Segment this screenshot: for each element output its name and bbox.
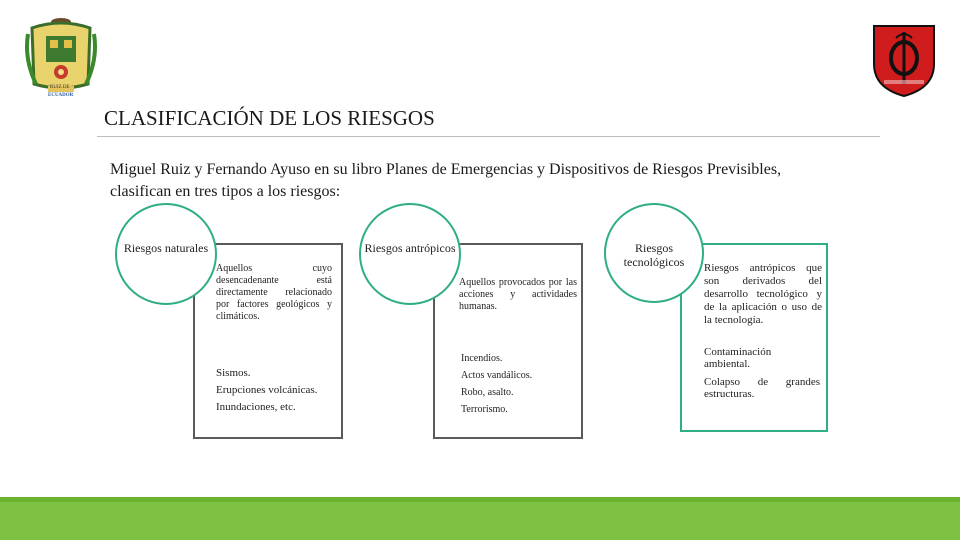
technological-example-item: Colapso de grandes estructuras. xyxy=(704,376,820,400)
natural-risk-circle xyxy=(115,203,217,305)
anthropic-risk-circle xyxy=(359,203,461,305)
technological-risk-circle xyxy=(604,203,704,303)
natural-example-item: Sismos. xyxy=(216,367,251,379)
anthropic-example-item: Terrorismo. xyxy=(461,404,508,415)
natural-examples-list xyxy=(216,365,338,416)
natural-definition-text: Aquellos cuyo desencadenante está directamente relacionado por factores geológicos y climáticos. xyxy=(216,263,332,322)
right-shield-logo xyxy=(868,18,940,98)
anthropic-examples-list xyxy=(461,350,579,418)
anthropic-example-item: Incendios. xyxy=(461,353,503,364)
technological-example-item: Contaminación ambiental. xyxy=(704,346,772,370)
title-divider xyxy=(97,136,880,137)
anthropic-risk-label: Riesgos antrópicos xyxy=(364,241,456,255)
technological-risk-label: Riesgos tecnológicos xyxy=(623,241,685,269)
left-emblem-caption-1: RUIZ DE xyxy=(50,85,70,90)
anthropic-example-item: Actos vandálicos. xyxy=(461,370,533,381)
natural-example-item: Erupciones volcánicas. xyxy=(216,384,318,396)
technological-definition-text: Riesgos antrópicos que son derivados del desarrollo tecnológico y de la aplicación o uso de la tecnología. xyxy=(704,262,822,326)
natural-example-item: Inundaciones, etc. xyxy=(216,401,296,413)
intro-paragraph: Miguel Ruiz y Fernando Ayuso en su libro Planes de Emergencias y Dispositivos de Riesgos Previsibles, clasifican en tres tipos a los riesgos: xyxy=(110,161,782,200)
technological-examples-list xyxy=(704,346,820,400)
footer-green-bar xyxy=(0,497,960,540)
slide-title: CLASIFICACIÓN DE LOS RIESGOS xyxy=(104,106,435,130)
footer-green-bar-top-strip xyxy=(0,497,960,502)
natural-risk-label: Riesgos naturales xyxy=(123,241,209,255)
anthropic-definition-text: Aquellos provocados por las acciones y actividades humanas. xyxy=(459,277,577,312)
left-emblem-logo xyxy=(22,14,100,104)
left-emblem-caption-2: ECUADOR xyxy=(48,93,74,98)
anthropic-example-item: Robo, asalto. xyxy=(461,387,514,398)
